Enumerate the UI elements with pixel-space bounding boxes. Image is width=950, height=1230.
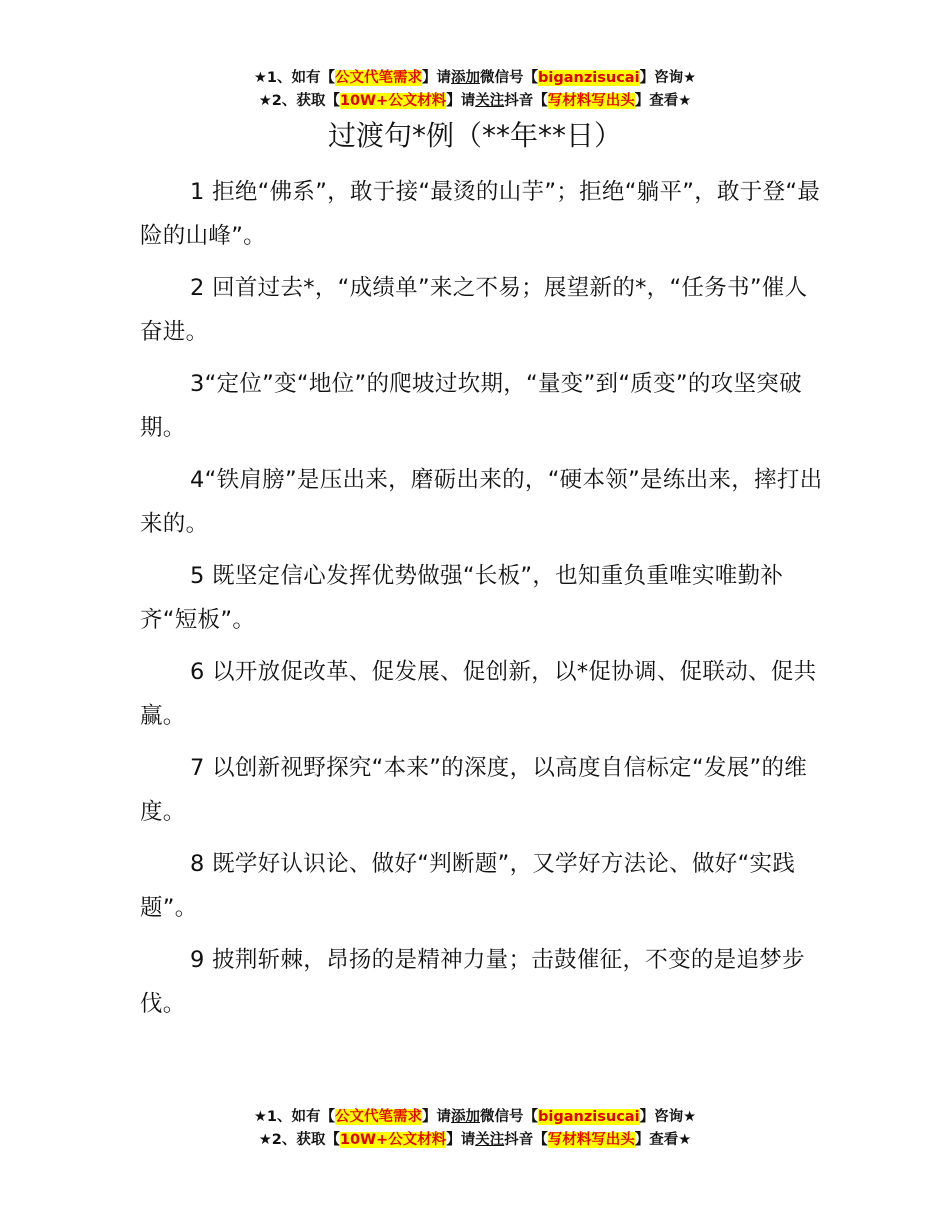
promo-line-1 [0,67,950,90]
promo-text: 】咨询★ [639,70,697,86]
promo-text: 微信号【 [480,1109,539,1125]
promo-wechat-id: biganzisucai [538,70,640,86]
paragraph-8: 8 既学好认识论、做好“判断题”，又学好方法论、做好“实践题”。 [140,851,796,921]
promo-text: 】请 [446,1132,476,1148]
promo-text: 】咨询★ [639,1109,697,1125]
promo-text: ★1、如有【 [253,70,336,86]
promo-text: 抖音【 [504,1132,548,1148]
promo-highlight: 公文代笔需求 [335,70,423,86]
paragraph-9: 9 披荆斩棘，昂扬的是精神力量；击鼓催征，不变的是追梦步伐。 [140,947,805,1017]
promo-douyin-id: 写材料写出头 [547,1132,635,1148]
promo-wechat-id: biganzisucai [538,1109,640,1125]
header-promo [0,67,950,113]
paragraph-1: 1 拒绝“佛系”，敢于接“最烫的山芋”；拒绝“躺平”，敢于登“最险的山峰”。 [140,179,821,249]
paragraph-3: 3“定位”变“地位”的爬坡过坎期，“量变”到“质变”的攻坚突破期。 [140,371,802,441]
page-title: 过渡句*例（**年**日） [327,119,622,152]
promo-line-2 [0,1129,950,1152]
promo-highlight: 公文代笔需求 [335,1109,423,1125]
promo-text: 微信号【 [480,70,539,86]
promo-line-1 [0,1106,950,1129]
footer-promo [0,1106,950,1152]
promo-text: 】请 [422,1109,452,1125]
promo-text: ★2、获取【 [258,93,340,109]
promo-text: 关注 [475,93,505,109]
promo-text: 】请 [446,93,476,109]
paragraph-7: 7 以创新视野探究“本来”的深度，以高度自信标定“发展”的维度。 [140,755,808,825]
paragraph-2: 2 回首过去*，“成绩单”来之不易；展望新的*，“任务书”催人奋进。 [140,275,808,345]
paragraph-4: 4“铁肩膀”是压出来，磨砺出来的，“硬本领”是练出来，摔打出来的。 [140,467,823,537]
promo-text: 】请 [422,70,452,86]
promo-highlight: 10W+公文材料 [339,1132,447,1148]
promo-text: 】查看★ [634,93,692,109]
promo-line-2 [0,90,950,113]
promo-douyin-id: 写材料写出头 [547,93,635,109]
promo-text: 添加 [451,1109,481,1125]
promo-highlight: 10W+公文材料 [339,93,447,109]
document-body [140,170,830,1034]
promo-text: 添加 [451,70,481,86]
paragraph-5: 5 既坚定信心发挥优势做强“长板”，也知重负重唯实唯勤补齐“短板”。 [140,563,784,633]
promo-text: 】查看★ [634,1132,692,1148]
promo-text: 关注 [475,1132,505,1148]
paragraph-6: 6 以开放促改革、促发展、促创新，以*促协调、促联动、促共赢。 [140,659,817,729]
promo-text: ★1、如有【 [253,1109,336,1125]
promo-text: 抖音【 [504,93,548,109]
promo-text: ★2、获取【 [258,1132,340,1148]
